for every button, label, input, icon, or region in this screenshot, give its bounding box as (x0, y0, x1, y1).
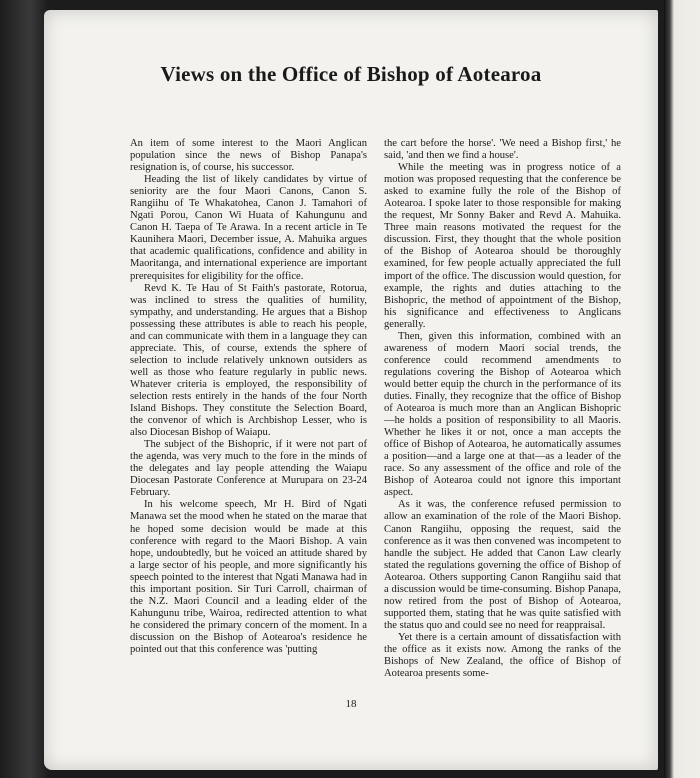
left-column (130, 138, 367, 656)
article-title: Views on the Office of Bishop of Aotearoa (160, 62, 542, 86)
paragraph: In his welcome speech, Mr H. Bird of Ngati Manawa set the mood when he stated on the marae that he hoped some decision would be made at this conference with regard to the Maori Bishop. A vain hope, undoubtedly, but he voiced an attitude shared by a large sector of his people, and more significantly his speech pointed to the interest that Ngati Manawa had in this important position. Sir Turi Carroll, chairman of the N.Z. Maori Council and a leading elder of the Kahungunu tribe, Wairoa, redirected attention to what he considered the primary concern of the moment. In a discussion on the Bishop of Aotearoa's residence he pointed out that this conference was 'putting (130, 499, 367, 655)
right-column (384, 138, 621, 680)
paragraph: While the meeting was in progress notice of a motion was proposed requesting that the conference be asked to examine fully the role of the Bishop of Aotearoa. I spoke later to those responsible for making the request, Mr Sonny Baker and Revd A. Mahuika. Three main reasons motivated the request for the discussion. First, they thought that the whole position of the Bishop of Aotearoa should be thoroughly examined, for few people actually appreciated the full import of the office. The discussion would question, for example, the rights and duties attaching to the Bishopric, the method of appointment of the Bishop, his significance and effectiveness to Anglicans generally. (384, 162, 621, 330)
document-page (44, 10, 658, 770)
paragraph: As it was, the conference refused permission to allow an examination of the role of the Maori Bishop. Canon Rangiihu, opposing the request, said the conference as it was then convened was incompetent to handle the subject. He added that Canon Law clearly stated the regulations governing the office of Bishop of Aotearoa. Others supporting Canon Rangiihu said that a discussion would be time-consuming. Bishop Panapa, now retired from the post of Bishop of Aotearoa, supported them, stating that he was quite satisfied with the status quo and could see no need for reappraisal. (384, 499, 621, 631)
paragraph: An item of some interest to the Maori Anglican population since the news of Bishop Panapa's resignation is, of course, his successor. (130, 138, 367, 174)
paragraph: Heading the list of likely candidates by virtue of seniority are the four Maori Canons, Canon S. Rangiihu of Te Whakatohea, Canon J. Tamahori of Ngati Porou, Canon Wi Huata of Kahungunu and Canon H. Taepa of Te Arawa. In a recent article in Te Kaunihera Maori, December issue, A. Mahuika argues that academic qualifications, confidence and ability in Maoritanga, and international experience are important prerequisites for eligibility for the office. (130, 174, 367, 282)
page-number: 18 (345, 698, 357, 710)
paragraph: Then, given this information, combined with an awareness of modern Maori social trends, the conference could recommend amendments to regulations covering the Bishop of Aotearoa which would better equip the church in the performance of its duties. Finally, they recognize that the office of Bishop of Aotearoa is much more than an Anglican Bishopric—he holds a position of responsibility to all Maoris. Whether he likes it or not, once a man accepts the office of Bishop of Aotearoa, he automatically assumes a position—and a large one at that—as a leader of the race. So any assessment of the office and role of the Bishop of Aotearoa could not ignore this important aspect. (384, 330, 621, 499)
paragraph: Yet there is a certain amount of dissatisfaction with the office as it exists now. Among the ranks of the Bishops of New Zealand, the office of Bishop of Aotearoa presents some- (384, 631, 621, 680)
paragraph: Revd K. Te Hau of St Faith's pastorate, Rotorua, was inclined to stress the qualities of humility, sympathy, and understanding. He argues that a Bishop possessing these attributes is able to reach his people, and can communicate with them in a language they can appreciate. This, of course, extends the sphere of selection to include relatively unknown outsiders as well as those who feature regularly in public news. Whatever criteria is employed, the responsibility of selection rests entirely in the hands of the four North Island Bishops. They constitute the Selection Board, the convenor of which is Archbishop Lesser, who is also Diocesan Bishop of Waiapu. (130, 282, 367, 439)
paragraph: The subject of the Bishopric, if it were not part of the agenda, was very much to the fore in the minds of the delegates and lay people attending the Waiapu Diocesan Pastorate Conference at Murupara on 23-24 February. (130, 439, 367, 499)
facing-page-edge (664, 0, 700, 778)
paragraph: the cart before the horse'. 'We need a Bishop first,' he said, 'and then we find a house'. (384, 138, 621, 162)
